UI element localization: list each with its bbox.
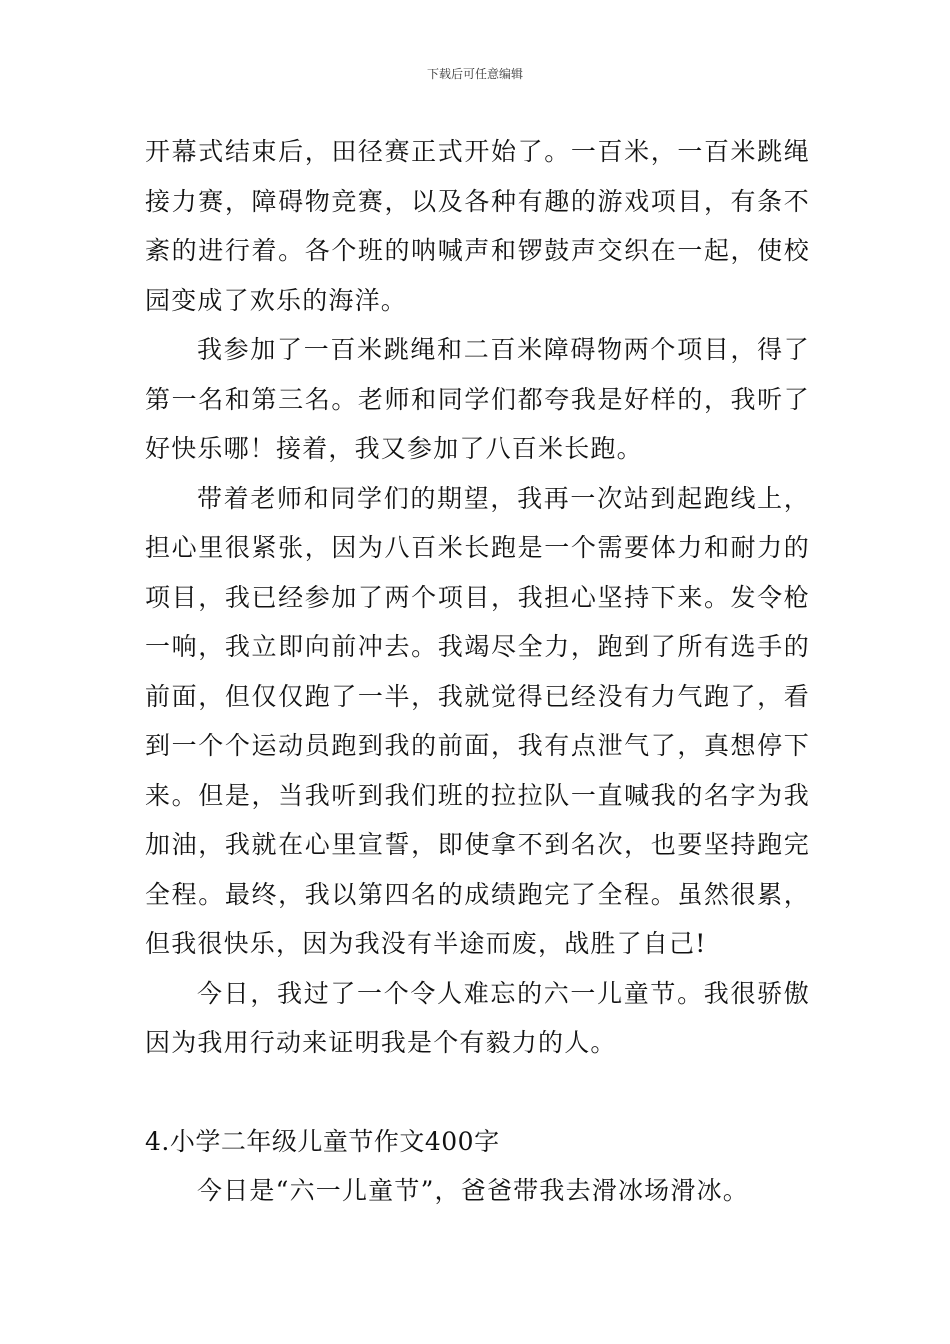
paragraph-events: 我参加了一百米跳绳和二百米障碍物两个项目，得了第一名和第三名。老师和同学们都夸我是好样的，我听了好快乐哪！接着，我又参加了八百米长跑。	[145, 335, 810, 463]
page-header: 下载后可任意编辑	[426, 67, 523, 81]
section-heading: 4.小学二年级儿童节作文400字	[145, 1126, 500, 1156]
article-body	[145, 127, 810, 1216]
paragraph-opening-ceremony: 开幕式结束后，田径赛正式开始了。一百米，一百米跳绳接力赛，障碍物竞赛，以及各种有趣的游戏项目，有条不紊的进行着。各个班的呐喊声和锣鼓声交织在一起，使校园变成了欢乐的海洋。	[145, 137, 810, 315]
paragraph-long-run: 带着老师和同学们的期望，我再一次站到起跑线上，担心里很紧张，因为八百米长跑是一个需要体力和耐力的项目，我已经参加了两个项目，我担心坚持下来。发令枪一响，我立即向前冲去。我竭尽全力，跑到了所有选手的前面，但仅仅跑了一半，我就觉得已经没有力气跑了，看到一个个运动员跑到我的前面，我有点泄气了，真想停下来。但是，当我听到我们班的拉拉队一直喊我的名字为我加油，我就在心里宣誓，即使拿不到名次，也要坚持跑完全程。最终，我以第四名的成绩跑完了全程。虽然很累，但我很快乐，因为我没有半途而废，战胜了自己!	[145, 483, 810, 958]
section-first-paragraph: 今日是“六一儿童节”，爸爸带我去滑冰场滑冰。	[197, 1176, 749, 1205]
paragraph-conclusion: 今日，我过了一个令人难忘的六一儿童节。我很骄傲因为我用行动来证明我是个有毅力的人。	[145, 978, 810, 1057]
section-spacer	[145, 1068, 810, 1117]
